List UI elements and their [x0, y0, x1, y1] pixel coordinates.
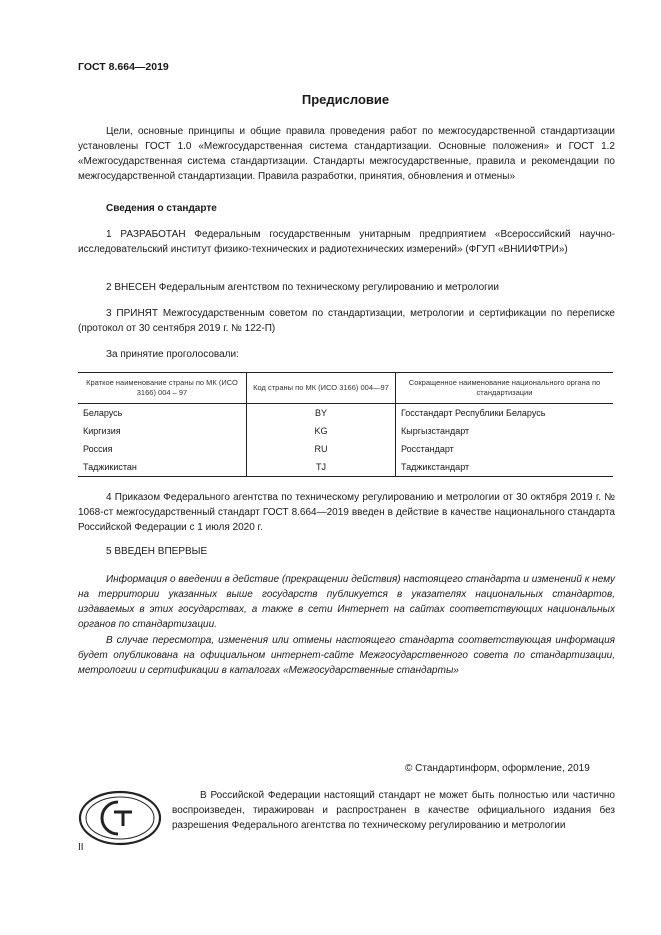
table-cell-country: Таджикистан — [83, 462, 137, 472]
table-cell-country: Беларусь — [83, 408, 123, 418]
table-row — [78, 440, 613, 458]
item-adopted: 3 ПРИНЯТ Межгосударственным советом по стандартизации, метрологии и сертификации по переписке (протокол от 30 сентября 2019 г. № 122-П) — [78, 308, 615, 334]
item-first-introduced: 5 ВВЕДЕН ВПЕРВЫЕ — [106, 546, 208, 557]
item-developed: 1 РАЗРАБОТАН Федеральным государственным унитарным предприятием «Всероссийский научно-исследовательский институт физико-технических и радиотехнических измерений» (ФГУП «ВНИИФТРИ») — [78, 229, 615, 255]
copyright-notice: В Российской Федерации настоящий стандарт не может быть полностью или частично воспроизведен, тиражирован и распространен в качестве официального издания без разрешения Федерального агентства по техническому регулированию и метрологии — [172, 790, 615, 831]
info-paragraph-1: Информация о введении в действие (прекращении действия) настоящего стандарта и изменений к нему на территории указанных выше государств публикуется в указателях национальных стандартов, издаваемых в этих государствах, а также в сети Интернет на сайтах соответствующих национальных органов по стандартизации. — [78, 574, 615, 630]
section-title: Сведения о стандарте — [106, 203, 217, 214]
table-header-row — [78, 373, 613, 404]
table-header-body: Сокращенное наименование национального органа по стандартизации — [396, 373, 614, 404]
item-enacted: 4 Приказом Федерального агентства по техническому регулированию и метрологии от 30 октября 2019 г. № 1068-ст межгосударственный стандарт ГОСТ 8.664—2019 введен в действие в качестве национального стандарта Российской Федерации с 1 июля 2020 г. — [78, 492, 615, 533]
standard-code: ГОСТ 8.664—2019 — [78, 61, 169, 73]
gost-r-logo-icon — [78, 790, 162, 846]
item-submitted: 2 ВНЕСЕН Федеральным агентством по техническому регулированию и метрологии — [106, 282, 499, 293]
table-header-country: Краткое наименование страны по МК (ИСО 3166) 004 – 97 — [78, 373, 247, 404]
table-cell-body: Госстандарт Республики Беларусь — [396, 404, 614, 423]
table-cell-code: TJ — [247, 458, 396, 476]
copyright-line: © Стандартинформ, оформление, 2019 — [405, 763, 590, 774]
table-cell-code: KG — [247, 422, 396, 440]
table-cell-code: RU — [247, 440, 396, 458]
intro-paragraph: Цели, основные принципы и общие правила проведения работ по межгосударственной стандартизации установлены ГОСТ 1.0 «Межгосударственная система стандартизации. Основные положения» и ГОСТ 1.2 «Межгосударственная система стандартизации. Стандарты межгосударственные, правила и рекомендации по межгосударственной стандартизации. Правила разработки, принятия, обновления и отмены» — [78, 126, 615, 182]
table-cell-body: Росстандарт — [396, 440, 614, 458]
table-cell-body: Таджикстандарт — [396, 458, 614, 476]
page-title: Предисловие — [301, 92, 390, 107]
table-row — [78, 458, 613, 476]
voted-label: За принятие проголосовали: — [106, 349, 239, 360]
table-header-code: Код страны по МК (ИСО 3166) 004—97 — [247, 373, 396, 404]
table-row — [78, 422, 613, 440]
table-row — [78, 404, 613, 423]
info-paragraph-2: В случае пересмотра, изменения или отмены настоящего стандарта соответствующая информация будет опубликована на официальном интернет-сайте Межгосударственного совета по стандартизации, метрологии и сертификации в каталогах «Межгосударственные стандарты» — [78, 635, 615, 676]
table-cell-country: Киргизия — [83, 426, 121, 436]
table-cell-country: Россия — [83, 444, 113, 454]
page-number: II — [78, 842, 84, 853]
voting-table — [78, 372, 613, 477]
table-cell-body: Кыргызстандарт — [396, 422, 614, 440]
table-cell-code: BY — [247, 404, 396, 423]
